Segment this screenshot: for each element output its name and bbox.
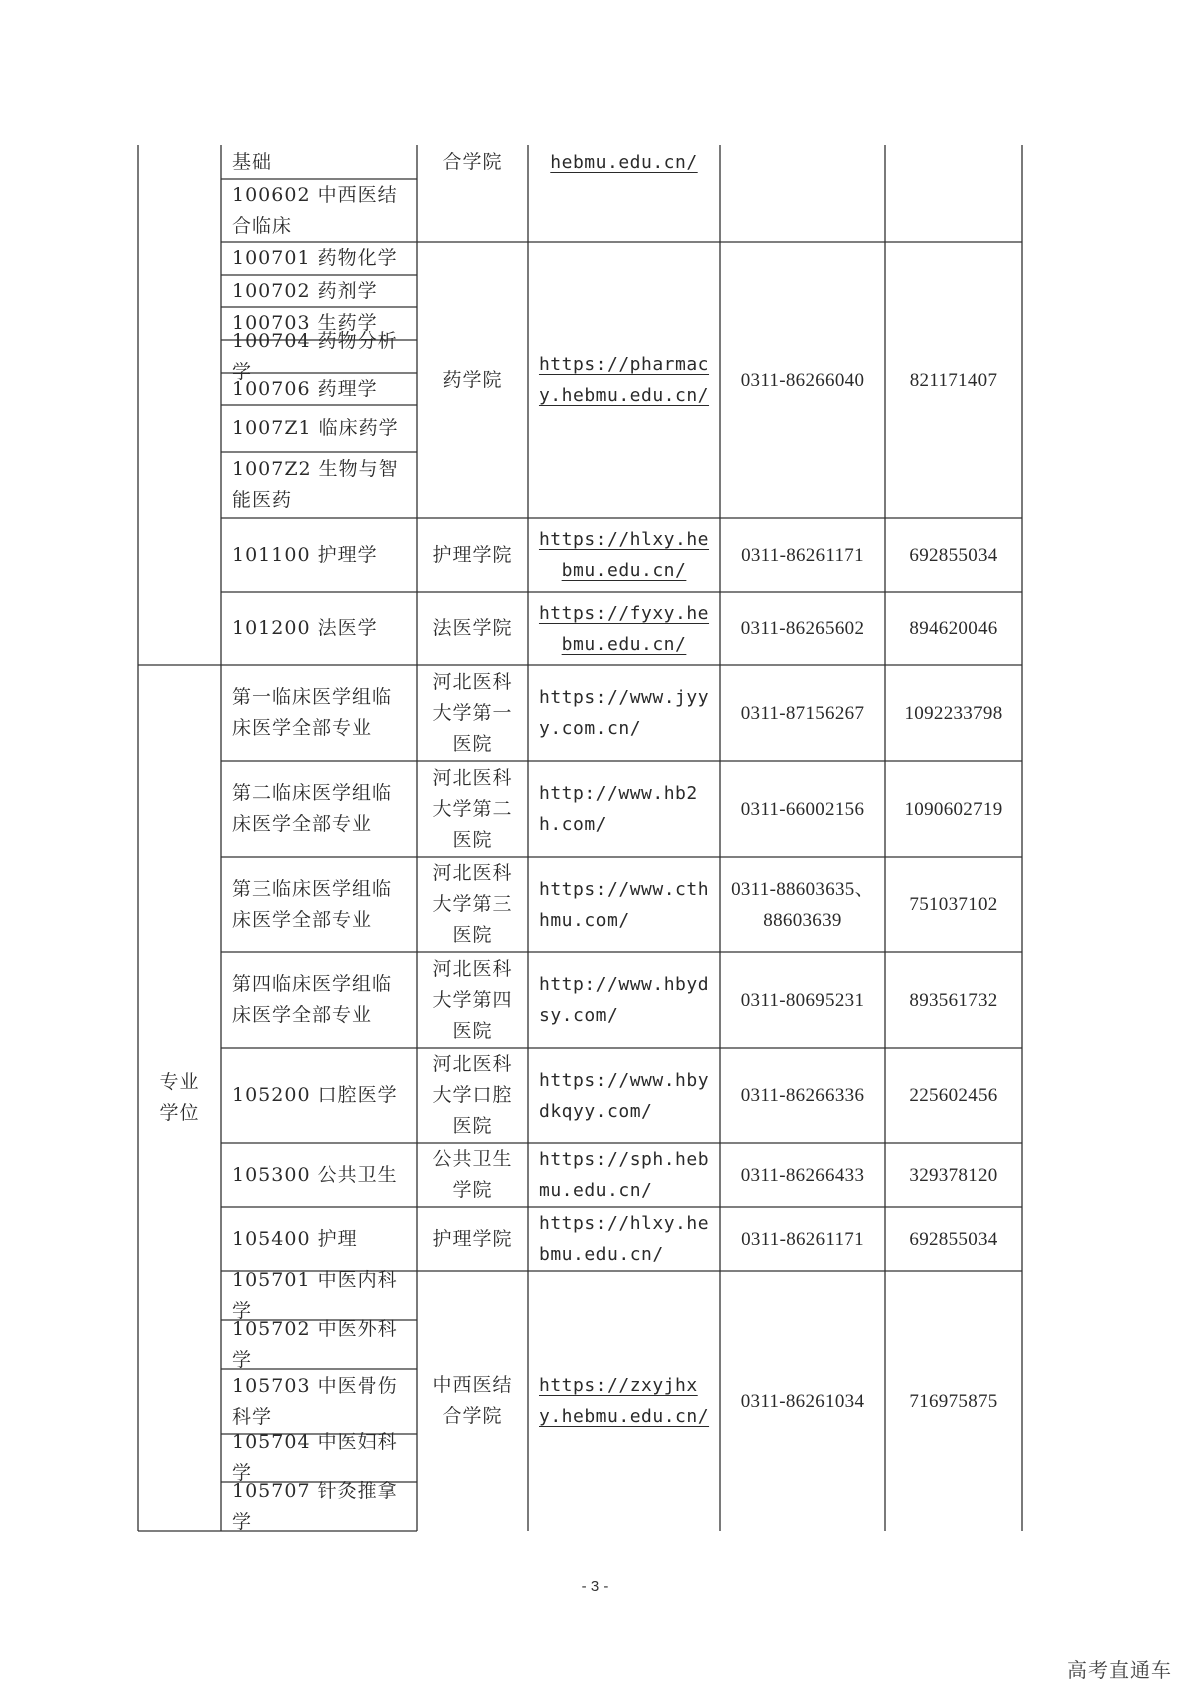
college-cell: 法医学院 bbox=[432, 617, 513, 639]
major-cell: 基础 bbox=[232, 150, 273, 173]
major-cell: 100704 药物分析学 bbox=[232, 329, 398, 383]
college-cell: 河北医科大学第一医院 bbox=[432, 670, 513, 755]
phone-cell: 0311-86265602 bbox=[740, 618, 865, 639]
qq-cell: 894620046 bbox=[909, 618, 998, 639]
qq-cell: 329378120 bbox=[909, 1164, 998, 1186]
qq-cell: 692855034 bbox=[909, 1228, 998, 1250]
major-cell: 100702 药剂学 bbox=[232, 279, 378, 302]
college-cell: 中西医结合学院 bbox=[432, 1374, 513, 1427]
website-link[interactable]: https://hlxy.hebmu.edu.cn/ bbox=[539, 1213, 710, 1265]
phone-cell: 0311-86261171 bbox=[741, 544, 864, 566]
major-cell: 105300 公共卫生 bbox=[232, 1163, 398, 1186]
phone-cell: 0311-88603635、88603639 bbox=[731, 878, 874, 931]
college-cell: 河北医科大学第三医院 bbox=[432, 862, 513, 946]
college-cell: 河北医科大学第四医院 bbox=[432, 957, 513, 1042]
website-link[interactable]: http://www.hb2h.com/ bbox=[539, 783, 698, 835]
phone-cell: 0311-86261034 bbox=[740, 1390, 865, 1412]
college-cell: 护理学院 bbox=[432, 543, 513, 566]
website-link[interactable]: https://hlxy.hebmu.edu.cn/ bbox=[538, 529, 710, 581]
major-cell: 第二临床医学组临床医学全部专业 bbox=[232, 782, 393, 835]
qq-cell: 225602456 bbox=[909, 1085, 998, 1106]
phone-cell bbox=[720, 145, 885, 242]
major-cell: 105400 护理 bbox=[232, 1227, 358, 1250]
major-cell: 101100 护理学 bbox=[232, 543, 378, 566]
website-link[interactable]: https://www.jyyy.com.cn/ bbox=[539, 687, 710, 739]
qq-cell: 821171407 bbox=[909, 369, 998, 391]
major-cell: 105707 针灸推拿学 bbox=[232, 1479, 398, 1533]
phone-cell: 0311-86266433 bbox=[740, 1164, 865, 1186]
major-cell: 105703 中医骨伤科学 bbox=[232, 1374, 398, 1428]
page-number: - 3 - bbox=[581, 1578, 609, 1595]
qq-cell bbox=[885, 145, 1022, 242]
website-link[interactable]: https://fyxy.hebmu.edu.cn/ bbox=[538, 602, 710, 655]
major-cell: 第三临床医学组临床医学全部专业 bbox=[232, 877, 393, 931]
major-cell: 1007Z1 临床药学 bbox=[232, 417, 399, 439]
qq-cell: 716975875 bbox=[909, 1390, 998, 1412]
qq-cell: 1090602719 bbox=[904, 798, 1003, 820]
major-cell: 105704 中医妇科学 bbox=[232, 1431, 398, 1484]
qq-cell: 1092233798 bbox=[904, 702, 1003, 724]
college-cell: 合学院 bbox=[442, 151, 503, 173]
website-link[interactable]: https://sph.hebmu.edu.cn/ bbox=[539, 1149, 710, 1201]
category-cell bbox=[138, 665, 221, 1531]
major-cell: 100701 药物化学 bbox=[232, 247, 398, 269]
phone-cell: 0311-86266336 bbox=[740, 1085, 865, 1106]
major-cell: 105701 中医内科学 bbox=[232, 1268, 398, 1322]
website-link[interactable]: https://zxyjhxy.hebmu.edu.cn/ bbox=[539, 1375, 710, 1427]
major-cell: 105702 中医外科学 bbox=[232, 1317, 398, 1371]
phone-cell: 0311-66002156 bbox=[740, 798, 865, 820]
website-link[interactable]: https://www.cthhmu.com/ bbox=[539, 878, 710, 931]
major-cell: 100602 中西医结合临床 bbox=[232, 183, 398, 237]
phone-cell: 0311-87156267 bbox=[740, 702, 865, 724]
website-link[interactable]: http://www.hbydsy.com/ bbox=[539, 974, 710, 1026]
watermark-text: 高考直通车 bbox=[1067, 1658, 1172, 1682]
website-link[interactable]: hebmu.edu.cn/ bbox=[550, 152, 698, 173]
website-link[interactable]: https://www.hbydkqyy.com/ bbox=[539, 1069, 710, 1122]
college-cell: 河北医科大学第二医院 bbox=[432, 766, 513, 851]
college-cell: 河北医科大学口腔医院 bbox=[432, 1053, 513, 1137]
major-cell: 第四临床医学组临床医学全部专业 bbox=[232, 973, 393, 1026]
qq-cell: 751037102 bbox=[909, 894, 998, 915]
major-cell: 1007Z2 生物与智能医药 bbox=[232, 458, 399, 511]
qq-cell: 692855034 bbox=[909, 544, 998, 566]
major-cell: 105200 口腔医学 bbox=[232, 1084, 398, 1106]
phone-cell: 0311-86261171 bbox=[741, 1228, 864, 1250]
college-cell: 药学院 bbox=[442, 368, 503, 391]
college-cell: 护理学院 bbox=[432, 1227, 513, 1250]
phone-cell: 0311-80695231 bbox=[740, 989, 865, 1011]
major-cell: 第一临床医学组临床医学全部专业 bbox=[232, 686, 393, 739]
phone-cell: 0311-86266040 bbox=[740, 369, 865, 391]
category-label: 专业学位 bbox=[159, 1071, 200, 1124]
major-cell: 101200 法医学 bbox=[232, 617, 378, 639]
qq-cell: 893561732 bbox=[909, 989, 998, 1011]
major-cell: 100703 生药学 bbox=[232, 312, 378, 334]
major-cell: 100706 药理学 bbox=[232, 377, 378, 400]
college-cell: 公共卫生学院 bbox=[432, 1148, 513, 1201]
website-link[interactable]: https://pharmacy.hebmu.edu.cn/ bbox=[538, 354, 710, 406]
